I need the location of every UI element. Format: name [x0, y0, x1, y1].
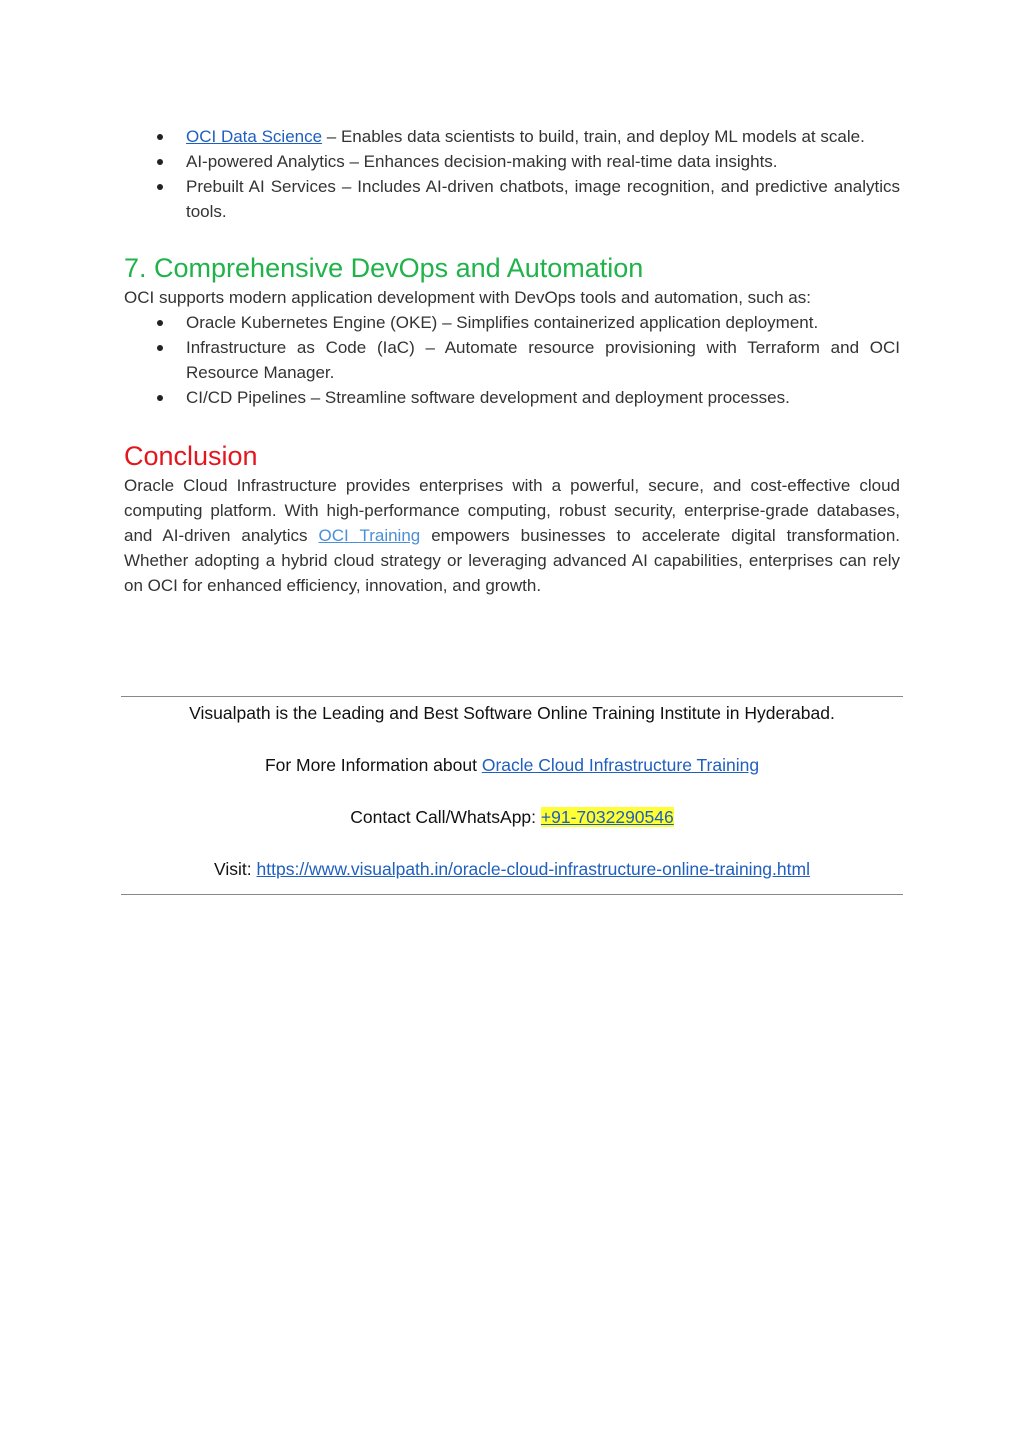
list-item-text: CI/CD Pipelines – Streamline software development and deployment processes.	[186, 388, 790, 407]
footer-visit	[121, 856, 903, 882]
footer-tagline: Visualpath is the Leading and Best Software Online Training Institute in Hyderabad.	[189, 703, 835, 723]
contact-footer	[121, 696, 903, 895]
website-url-link[interactable]: https://www.visualpath.in/oracle-cloud-infrastructure-online-training.html	[256, 859, 810, 879]
conclusion-heading: Conclusion	[124, 441, 258, 471]
list-item-text: AI-powered Analytics – Enhances decision-making with real-time data insights.	[186, 152, 778, 171]
list-item	[124, 149, 900, 174]
oci-training-link[interactable]: OCI Training	[318, 526, 421, 545]
oracle-cloud-training-link[interactable]: Oracle Cloud Infrastructure Training	[481, 755, 760, 775]
list-item-text: Oracle Kubernetes Engine (OKE) – Simplifies containerized application deployment.	[186, 313, 819, 332]
list-item-text: Infrastructure as Code (IaC) – Automate resource provisioning with Terraform and OCI Resource Manager.	[186, 338, 900, 382]
list-item	[124, 310, 900, 335]
list-item-text: Prebuilt AI Services – Includes AI-driven chatbots, image recognition, and predictive analytics tools.	[186, 177, 900, 221]
more-info-label: For More Information about	[264, 755, 482, 775]
section-heading-devops: 7. Comprehensive DevOps and Automation	[124, 253, 644, 283]
oci-data-science-link[interactable]: OCI Data Science	[186, 127, 323, 146]
list-item	[124, 174, 900, 224]
contact-label: Contact Call/WhatsApp:	[350, 807, 541, 827]
conclusion-paragraph	[124, 473, 900, 598]
conclusion-text-start: Oracle Cloud Infrastructure provides enterprises with a powerful, secure, and cost-effective cloud computing platform. With high-performance computing, robust security, enterprise-grade databases, and AI-driven analytics	[124, 476, 900, 545]
conclusion-text-end: empowers businesses to accelerate digital transformation. Whether adopting a hybrid cloud strategy or leveraging advanced AI capabilities, enterprises can rely on OCI for enhanced efficiency, innovation, and growth.	[124, 526, 900, 595]
section-intro-paragraph: OCI supports modern application development with DevOps tools and automation, such as:	[124, 288, 811, 307]
list-item-text: – Enables data scientists to build, train, and deploy ML models at scale.	[322, 127, 865, 146]
list-item	[124, 385, 900, 410]
list-item	[124, 124, 900, 149]
phone-link[interactable]: +91-7032290546	[540, 807, 674, 827]
devops-list	[124, 310, 900, 410]
document-body	[124, 124, 900, 598]
ai-services-list	[124, 124, 900, 224]
list-item	[124, 335, 900, 385]
visit-label: Visit:	[214, 859, 257, 879]
footer-more-info	[121, 752, 903, 778]
footer-contact	[121, 804, 903, 830]
